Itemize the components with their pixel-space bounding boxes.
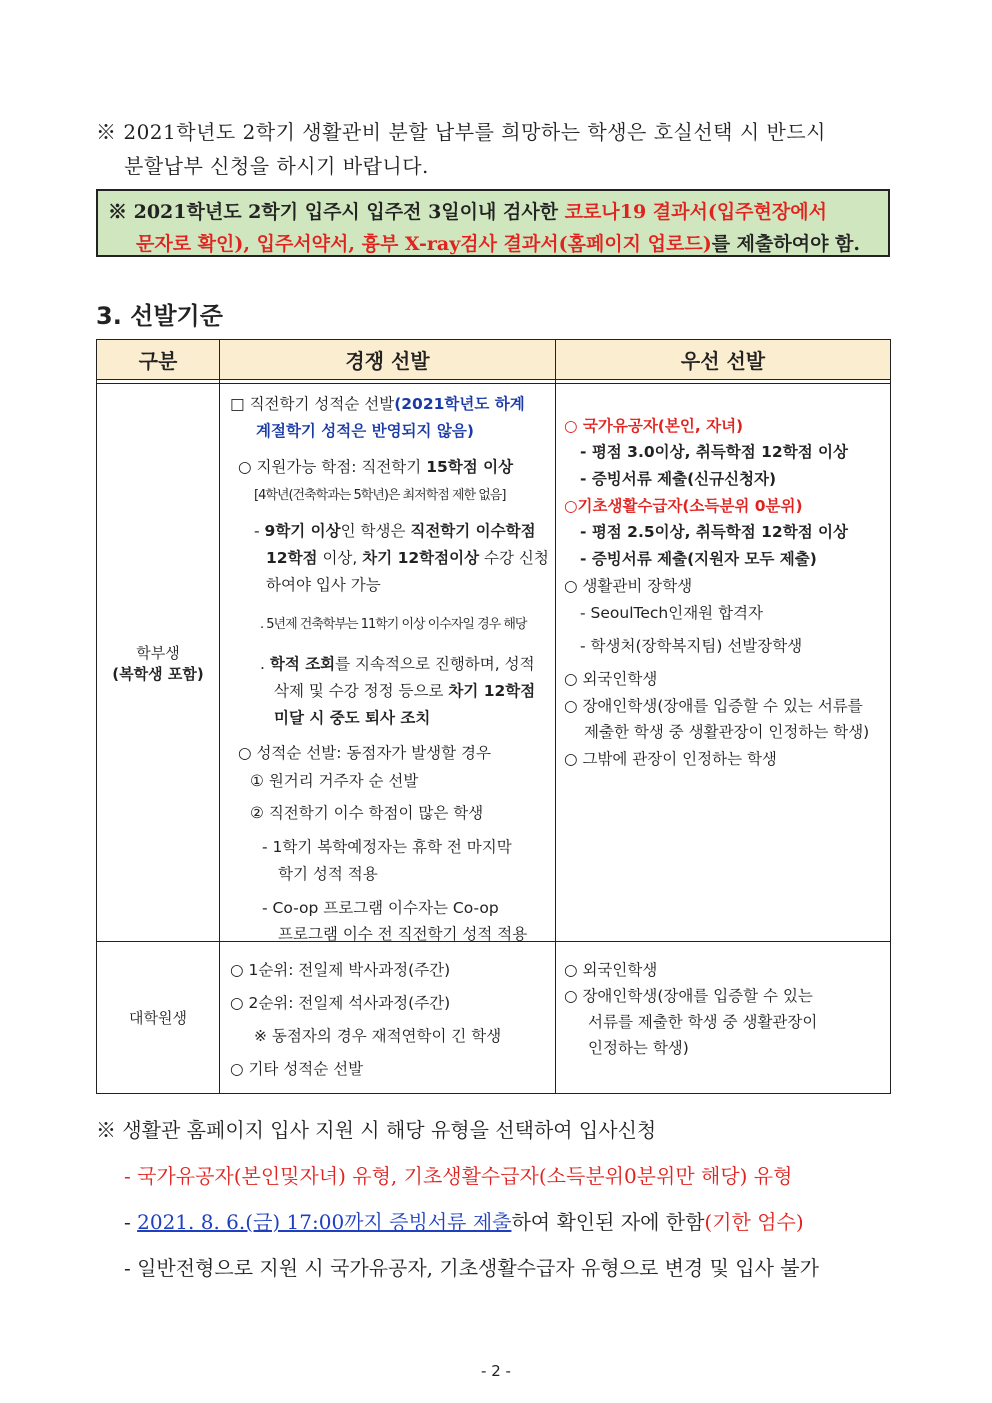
top-note-line2: 분할납부 신청을 하시기 바랍니다. [124,154,429,178]
up-line10: ○ 외국인학생 [564,670,658,688]
uc-line5-d: 직전학기 이수학점 [410,522,536,540]
up-line12: 제출한 학생 중 생활관장이 인정하는 학생) [584,723,870,741]
uc-line6-b: 이상, [317,549,363,567]
undergrad-competitive-cell [220,384,556,942]
uc-line9 [260,652,535,674]
header-competitive: 경쟁 선발 [220,340,556,380]
grad-label-cell [97,942,220,1094]
undergrad-label-cell [97,384,220,942]
uc-line10-a: 삭제 및 수강 정정 등으로 [274,682,449,700]
uc-line16: 학기 성적 적용 [278,865,378,883]
gp-line3: 서류를 제출한 학생 중 생활관장이 [588,1013,818,1031]
uc-line5 [254,519,536,541]
up-line3: - 증빙서류 제출(신규신청자) [580,470,777,488]
up-line8: - SeoulTech인재원 합격자 [580,604,763,622]
up-line2: - 평점 3.0이상, 취득학점 12학점 이상 [580,443,849,461]
uc-line10 [274,679,535,701]
uc-line18: 프로그램 이수 전 직전학기 성적 적용 [278,925,528,943]
gc-line3: ※ 동점자의 경우 재적연학이 긴 학생 [254,1027,502,1045]
up-line6: - 증빙서류 제출(지원자 모두 제출) [580,550,817,568]
uc-line6 [266,546,549,568]
uc-line2: 계절학기 성적은 반영되지 않음) [256,422,474,440]
uc-line11: 미달 시 중도 퇴사 조치 [274,709,431,727]
bottom-note-4: - 일반전형으로 지원 시 국가유공자, 기초생활수급자 유형으로 변경 및 입사 불가 [124,1256,819,1280]
uc-line3 [238,455,513,477]
undergrad-priority-cell [556,384,891,942]
uc-line5-b: 9학기 이상 [264,522,341,540]
bottom-note-1: ※ 생활관 홈페이지 입사 지원 시 해당 유형을 선택하여 입사신청 [96,1118,657,1142]
uc-line13: ① 원거리 거주자 순 선발 [250,772,419,790]
gp-line1: ○ 외국인학생 [564,961,658,979]
up-line11: ○ 장애인학생(장애를 입증할 수 있는 서류를 [564,697,863,715]
bottom-note-3-dash: - [124,1210,138,1234]
header-category: 구분 [97,340,220,380]
uc-line17: - Co-op 프로그램 이수자는 Co-op [262,899,499,917]
grad-priority-cell [556,942,891,1094]
gc-line1: ○ 1순위: 전일제 박사과정(주간) [230,961,451,979]
up-line4: ○기초생활수급자(소득분위 0분위) [564,497,803,515]
top-note-line1: ※ 2021학년도 2학기 생활관비 분할 납부를 희망하는 학생은 호실선택 시 반드시 [96,120,826,144]
notice-line1-highlight: 코로나19 결과서(입주현장에서 [564,201,827,223]
up-line1: ○ 국가유공자(본인, 자녀) [564,417,744,435]
bottom-note-3-strict: (기한 엄수) [704,1210,804,1234]
uc-line4: [4학년(건축학과는 5학년)은 최저학점 제한 없음] [254,488,506,503]
notice-line1 [108,197,827,224]
header-priority: 우선 선발 [556,340,891,380]
table-row-grad [97,942,891,1094]
undergrad-sublabel: (복학생 포함) [112,664,204,683]
notice-line2-text: 를 제출하여야 함. [711,233,861,255]
page-number: - 2 - [481,1362,511,1380]
gp-line2: ○ 장애인학생(장애를 입증할 수 있는 [564,987,813,1005]
uc-line10-b: 차기 12학점 [448,682,536,700]
uc-line5-c: 인 학생은 [340,522,411,540]
uc-line15: - 1학기 복학예정자는 휴학 전 마지막 [262,838,512,856]
uc-line12: ○ 성적순 선발: 동점자가 발생할 경우 [238,744,492,762]
uc-line5-a: - [254,522,265,540]
uc-line3-a: ○ 지원가능 학점: 직전학기 [238,458,427,476]
uc-line8: . 5년제 건축학부는 11학기 이상 이수자일 경우 해당 [260,617,527,632]
table-row-undergrad [97,384,891,942]
uc-line9-b: 학적 조회 [269,655,336,673]
table-header-row [97,340,891,380]
uc-line14: ② 직전학기 이수 학점이 많은 학생 [250,804,484,822]
undergrad-label: 학부생 [136,643,180,662]
covid-notice-box [96,189,890,257]
gc-line2: ○ 2순위: 전일제 석사과정(주간) [230,994,451,1012]
up-line9: - 학생처(장학복지팀) 선발장학생 [580,637,803,655]
notice-line2-highlight: 문자로 확인), 입주서약서, 흉부 X-ray검사 결과서(홈페이지 업로드) [136,233,712,255]
uc-line7: 하여야 입사 가능 [266,576,381,594]
uc-line9-a: . [260,655,270,673]
uc-line6-c: 차기 12학점이상 [362,549,480,567]
selection-criteria-table [96,339,891,1094]
gc-line4: ○ 기타 성적순 선발 [230,1060,364,1078]
uc-line1 [230,392,525,414]
uc-line9-c: 를 지속적으로 진행하며, 성적 [335,655,535,673]
notice-line1-text: ※ 2021학년도 2학기 입주시 입주전 3일이내 검사한 [108,201,565,223]
bottom-note-3 [124,1206,804,1235]
up-line13: ○ 그밖에 관장이 인정하는 학생 [564,750,777,768]
up-line7: ○ 생활관비 장학생 [564,577,693,595]
uc-line1-a: □ 직전학기 성적순 선발 [230,395,395,413]
grad-competitive-cell [220,942,556,1094]
gp-line4: 인정하는 학생) [588,1039,689,1057]
uc-line6-d: 수강 신청 [479,549,549,567]
bottom-note-2: - 국가유공자(본인및자녀) 유형, 기초생활수급자(소득분위0분위만 해당) 유형 [124,1164,793,1188]
uc-line3-b: 15학점 이상 [426,458,514,476]
bottom-note-3-mid: 하여 확인된 자에 한함 [511,1210,705,1234]
grad-label: 대학원생 [129,1009,187,1027]
uc-line1-b: (2021학년도 하계 [394,395,525,413]
deadline-link[interactable]: 2021. 8. 6.(금) 17:00까지 증빙서류 제출 [137,1210,512,1234]
uc-line6-a: 12학점 [266,549,318,567]
section-title: 3. 선발기준 [96,302,223,330]
up-line5: - 평점 2.5이상, 취득학점 12학점 이상 [580,523,849,541]
notice-line2 [136,229,860,256]
